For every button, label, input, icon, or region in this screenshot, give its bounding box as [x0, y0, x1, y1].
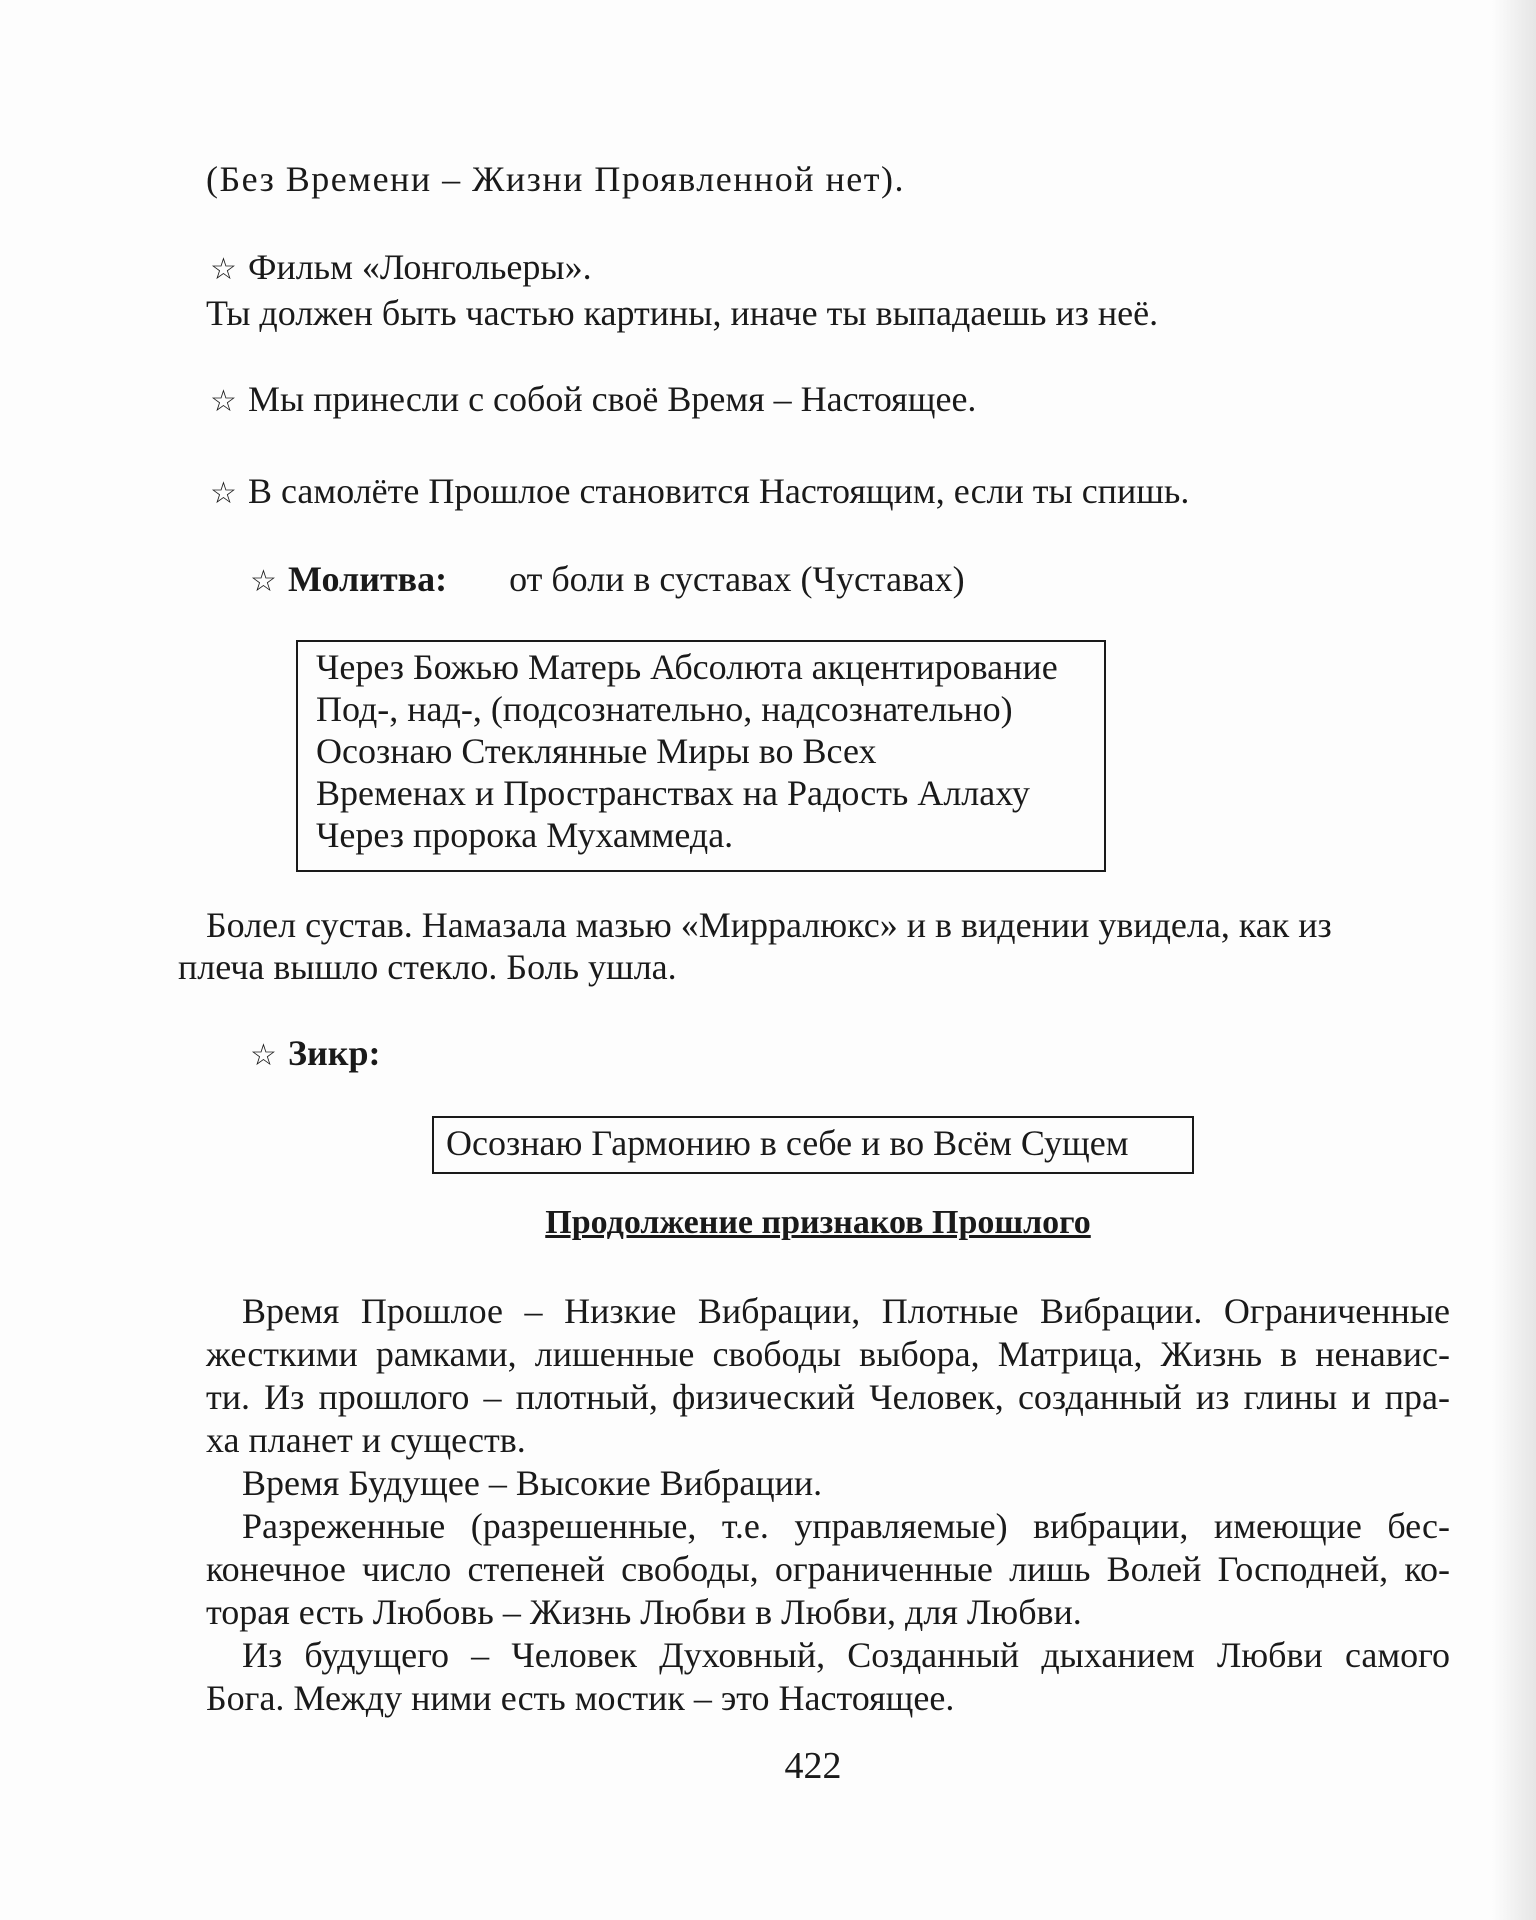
star-icon: ☆ [250, 1039, 277, 1072]
prayer-box [296, 640, 1106, 872]
film-title-line [210, 246, 592, 291]
prayer-line: Временах и Пространствах на Радость Аллаху [316, 773, 1030, 813]
paragraph-line: Разреженные (разрешенные, т.е. управляемые) вибрации, имеющие бес- [242, 1506, 1450, 1546]
section-heading: Продолжение признаков Прошлого [545, 1204, 1091, 1241]
prayer-line: Под-, над-, (подсознательно, надсознательно) [316, 689, 1013, 729]
testimony-line-1: Болел сустав. Намазала мазью «Мирралюкс» и в видении увидела, как из [206, 905, 1332, 945]
prayer-line: Через пророка Мухаммеда. [316, 815, 734, 855]
star-icon: ☆ [250, 565, 277, 598]
zikr-header [250, 1032, 381, 1077]
paragraph-future [206, 1462, 1450, 1505]
film-text: Ты должен быть частью картины, иначе ты выпадаешь из неё. [206, 293, 1159, 333]
zikr-box [432, 1116, 1194, 1174]
prayer-subtitle: от боли в суставах (Чуставах) [509, 559, 965, 599]
paragraph-line: Время Будущее – Высокие Вибрации. [242, 1463, 823, 1503]
film-title: Фильм «Лонгольеры». [248, 247, 592, 287]
zikr-text: Осознаю Гармонию в себе и во Всём Сущем [446, 1123, 1129, 1163]
star-icon: ☆ [210, 477, 237, 510]
prayer-line: Осознаю Стеклянные Миры во Всех [316, 731, 877, 771]
page-number: 422 [784, 1745, 842, 1787]
paragraph-line: ти. Из прошлого – плотный, физический Человек, созданный из глины и пра- [206, 1377, 1450, 1417]
paragraph-line: ха планет и существ. [206, 1420, 526, 1460]
zikr-label: Зикр: [288, 1033, 381, 1073]
paragraph-line: Время Прошлое – Низкие Вибрации, Плотные Вибрации. Ограниченные [242, 1291, 1450, 1331]
paragraph-rarefied [206, 1505, 1450, 1634]
testimony-line-2: плеча вышло стекло. Боль ушла. [178, 947, 677, 987]
paragraph-line: конечное число степеней свободы, ограниченные лишь Волей Господней, ко- [206, 1549, 1450, 1589]
prayer-line: Через Божью Матерь Абсолюта акцентирование [316, 647, 1058, 687]
paragraph-line: Из будущего – Человек Духовный, Созданный дыханием Любви самого [242, 1635, 1450, 1675]
paragraph-line: торая есть Любовь – Жизнь Любви в Любви, для Любви. [206, 1592, 1082, 1632]
note-2 [210, 470, 1189, 515]
page-edge-shadow [1492, 0, 1536, 1920]
note-1 [210, 378, 976, 423]
paragraph-bridge [206, 1634, 1450, 1720]
note-1-text: Мы принесли с собой своё Время – Настоящее. [248, 379, 977, 419]
intro-line: (Без Времени – Жизни Проявленной нет). [206, 159, 905, 199]
prayer-header [250, 558, 965, 603]
paragraph-past [206, 1290, 1450, 1462]
star-icon: ☆ [210, 385, 237, 418]
paragraph-line: жесткими рамками, лишенные свободы выбора, Матрица, Жизнь в ненавис- [206, 1334, 1450, 1374]
paragraph-line: Бога. Между ними есть мостик – это Настоящее. [206, 1678, 955, 1718]
star-icon: ☆ [210, 253, 237, 286]
note-2-text: В самолёте Прошлое становится Настоящим, если ты спишь. [248, 471, 1190, 511]
prayer-label: Молитва: [288, 559, 448, 599]
